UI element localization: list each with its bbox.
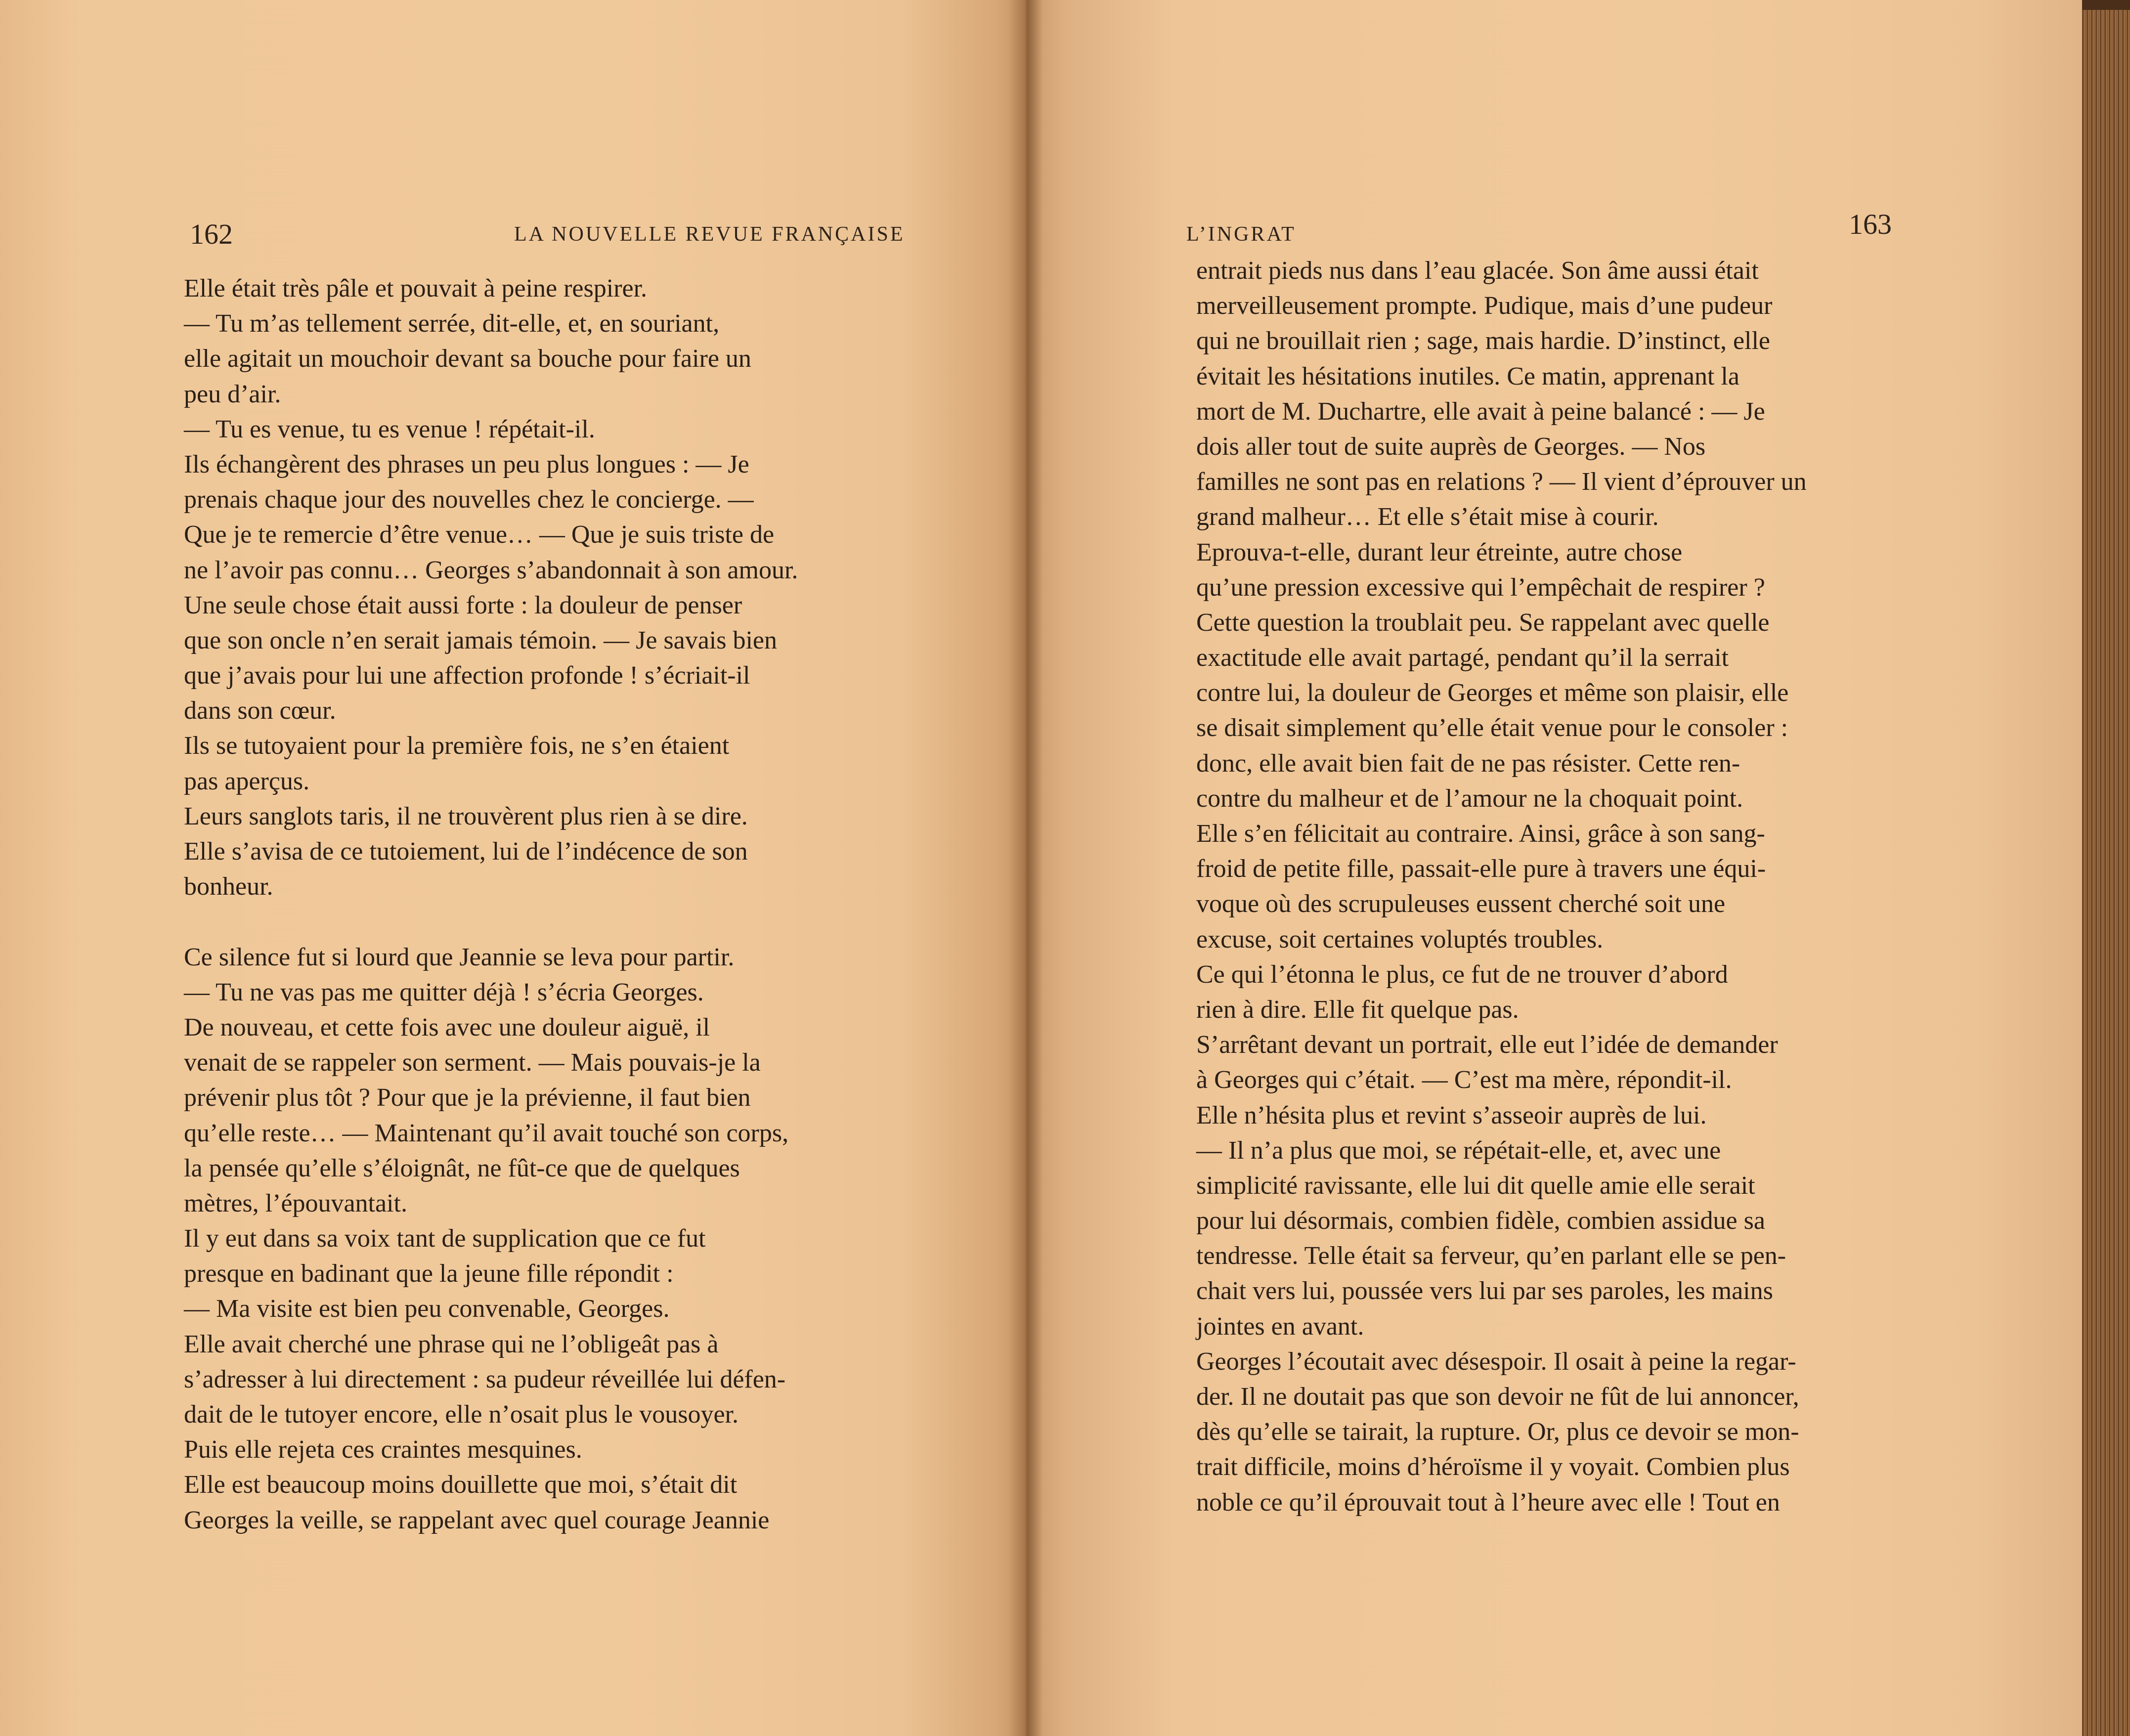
right-page [1024,0,2082,1736]
text-line: contre lui, la douleur de Georges et même son plaisir, elle [1196,679,1789,707]
text-line: Leurs sanglots taris, il ne trouvèrent plus rien à se dire. [184,802,748,830]
text-line: que son oncle n’en serait jamais témoin. — Je savais bien [184,626,778,654]
running-header-right: L’INGRAT [1186,223,1296,246]
body-text-left [184,271,891,1538]
text-line: prévenir plus tôt ? Pour que je la prévienne, il faut bien [184,1084,751,1112]
text-line: la pensée qu’elle s’éloignât, ne fût-ce que de quelques [184,1154,740,1182]
text-line: froid de petite fille, passait-elle pure à travers une équi- [1196,855,1766,883]
text-line: merveilleusement prompte. Pudique, mais d’une pudeur [1196,292,1773,320]
text-line: donc, elle avait bien fait de ne pas résister. Cette ren- [1196,749,1740,778]
text-line: rien à dire. Elle fit quelque pas. [1196,995,1519,1024]
text-line [184,904,891,939]
text-line: trait difficile, moins d’héroïsme il y voyait. Combien plus [1196,1453,1790,1481]
page-number-left: 162 [190,218,233,250]
text-line: contre du malheur et de l’amour ne la choquait point. [1196,784,1743,813]
text-line: se disait simplement qu’elle était venue pour le consoler : [1196,714,1788,742]
text-line: venait de se rappeler son serment. — Mais pouvais-je la [184,1048,761,1077]
page-number-right: 163 [1849,208,1892,240]
text-line: De nouveau, et cette fois avec une douleur aiguë, il [184,1013,710,1042]
text-line: chait vers lui, poussée vers lui par ses paroles, les mains [1196,1277,1773,1305]
text-line: Il y eut dans sa voix tant de supplication que ce fut [184,1224,706,1253]
body-text-right [1196,253,1903,1520]
text-line: ne l’avoir pas connu… Georges s’abandonnait à son amour. [184,556,798,584]
text-line: dès qu’elle se tairait, la rupture. Or, plus ce devoir se mon- [1196,1418,1799,1446]
text-line: Elle était très pâle et pouvait à peine respirer. [184,274,648,303]
text-line: Ils se tutoyaient pour la première fois, ne s’en étaient [184,732,730,760]
text-line: — Tu es venue, tu es venue ! répétait-il. [184,415,595,443]
text-line: peu d’air. [184,380,281,408]
text-line: familles ne sont pas en relations ? — Il vient d’éprouver un [1196,468,1807,496]
text-line: noble ce qu’il éprouvait tout à l’heure avec elle ! Tout en [1196,1488,1780,1517]
text-line: Que je te remercie d’être venue… — Que je suis triste de [184,521,775,549]
text-line: qu’une pression excessive qui l’empêchait de respirer ? [1196,573,1765,602]
text-line: qui ne brouillait rien ; sage, mais hardie. D’instinct, elle [1196,327,1771,355]
text-line: évitait les hésitations inutiles. Ce matin, apprenant la [1196,362,1739,391]
text-line: grand malheur… Et elle s’était mise à courir. [1196,503,1659,531]
text-line: Cette question la troublait peu. Se rappelant avec quelle [1196,608,1770,637]
text-line: excuse, soit certaines voluptés troubles. [1196,925,1604,954]
text-line: Elle est beaucoup moins douillette que moi, s’était dit [184,1471,738,1499]
text-line: bonheur. [184,872,273,901]
text-line: entrait pieds nus dans l’eau glacée. Son âme aussi était [1196,257,1759,285]
text-line: Ils échangèrent des phrases un peu plus longues : — Je [184,450,749,478]
text-line: Puis elle rejeta ces craintes mesquines. [184,1435,582,1464]
text-line: — Tu m’as tellement serrée, dit-elle, et, en souriant, [184,309,720,338]
text-line: Ce qui l’étonna le plus, ce fut de ne trouver d’abord [1196,960,1728,989]
text-line: pas aperçus. [184,767,310,795]
text-line: — Il n’a plus que moi, se répétait-elle, et, avec une [1196,1136,1721,1165]
text-line: presque en badinant que la jeune fille répondit : [184,1259,674,1288]
text-line: Ce silence fut si lourd que Jeannie se leva pour partir. [184,943,735,971]
running-header-left: LA NOUVELLE REVUE FRANÇAISE [514,223,905,246]
text-line: dans son cœur. [184,696,336,725]
text-line: exactitude elle avait partagé, pendant qu’il la serrait [1196,644,1729,672]
text-line: simplicité ravissante, elle lui dit quelle amie elle serait [1196,1171,1755,1200]
text-line: Une seule chose était aussi forte : la douleur de penser [184,591,742,619]
text-line: que j’avais pour lui une affection profonde ! s’écriait-il [184,661,750,690]
text-line: S’arrêtant devant un portrait, elle eut l’idée de demander [1196,1031,1778,1059]
text-line: Elle s’en félicitait au contraire. Ainsi, grâce à son sang- [1196,820,1765,848]
text-line: tendresse. Telle était sa ferveur, qu’en parlant elle se pen- [1196,1242,1786,1270]
text-line: dois aller tout de suite auprès de Georges. — Nos [1196,432,1706,461]
left-page [0,0,1024,1736]
text-line: à Georges qui c’était. — C’est ma mère, répondit-il. [1196,1066,1732,1094]
text-line: — Ma visite est bien peu convenable, Georges. [184,1295,670,1323]
text-line: Elle avait cherché une phrase qui ne l’obligeât pas à [184,1330,719,1358]
text-line: voque où des scrupuleuses eussent cherché soit une [1196,890,1726,918]
text-line: mort de M. Duchartre, elle avait à peine balancé : — Je [1196,397,1765,426]
text-line: Georges l’écoutait avec désespoir. Il osait à peine la regar- [1196,1347,1796,1376]
text-line: Georges la veille, se rappelant avec quel courage Jeannie [184,1506,770,1534]
text-line: qu’elle reste… — Maintenant qu’il avait touché son corps, [184,1119,789,1147]
text-line: Elle n’hésita plus et revint s’asseoir auprès de lui. [1196,1101,1707,1129]
text-line: pour lui désormais, combien fidèle, combien assidue sa [1196,1207,1765,1235]
text-line: Elle s’avisa de ce tutoiement, lui de l’indécence de son [184,837,748,866]
text-line: jointes en avant. [1196,1312,1364,1341]
text-line: elle agitait un mouchoir devant sa bouche pour faire un [184,345,751,373]
text-line: Eprouva-t-elle, durant leur étreinte, autre chose [1196,538,1683,566]
text-line: der. Il ne doutait pas que son devoir ne fût de lui annoncer, [1196,1383,1799,1411]
book-gutter [1008,0,1043,1736]
text-line: prenais chaque jour des nouvelles chez le concierge. — [184,485,754,514]
text-line: mètres, l’épouvantait. [184,1189,407,1217]
text-line: dait de le tutoyer encore, elle n’osait plus le vousoyer. [184,1400,739,1429]
page-edges [2082,10,2130,1736]
text-line: s’adresser à lui directement : sa pudeur réveillée lui défen- [184,1365,786,1393]
text-line: — Tu ne vas pas me quitter déjà ! s’écria Georges. [184,978,704,1006]
